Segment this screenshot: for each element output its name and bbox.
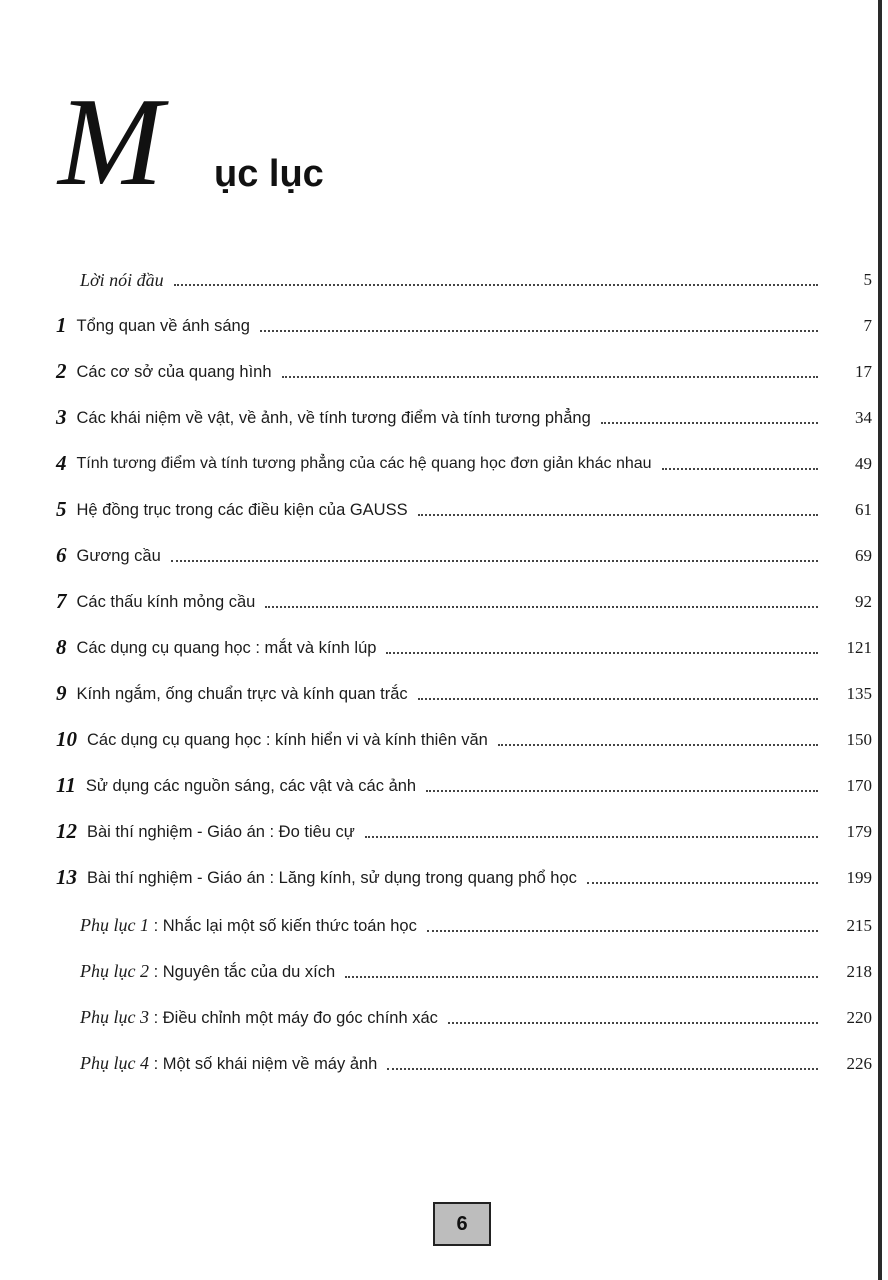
leader-dots (662, 466, 818, 470)
toc-entry[interactable] (56, 768, 872, 798)
toc-entry-page: 135 (846, 684, 872, 703)
toc-entry-page: 199 (846, 868, 872, 887)
chapter-number: 10 (56, 727, 77, 751)
toc-entry-label: Các dụng cụ quang học : kính hiển vi và kính thiên văn (87, 731, 488, 749)
leader-dots (386, 650, 818, 654)
appendix-prefix: Phụ lục 3 (80, 1007, 149, 1027)
toc-entry-page: 34 (855, 408, 872, 427)
leader-dots (418, 512, 818, 516)
leader-dots (174, 282, 818, 286)
chapter-number: 13 (56, 865, 77, 889)
toc-entry-label: Các dụng cụ quang học : mắt và kính lúp (76, 639, 377, 657)
toc-entry-page: 170 (846, 776, 872, 795)
toc-appendix[interactable] (80, 908, 872, 938)
leader-dots (498, 742, 818, 746)
toc-entry-label (80, 1051, 377, 1076)
toc-entry[interactable] (56, 860, 872, 890)
appendix-title: : Điều chỉnh một máy đo góc chính xác (149, 1009, 438, 1027)
toc-entry-page: 220 (846, 1008, 872, 1027)
page-number-box (433, 1202, 491, 1246)
leader-dots (345, 974, 818, 978)
toc-entry[interactable] (56, 584, 872, 614)
toc-entry-label: Bài thí nghiệm - Giáo án : Lăng kính, sử dụng trong quang phổ học (87, 869, 577, 887)
chapter-number: 3 (56, 405, 67, 429)
leader-dots (426, 788, 818, 792)
toc-entry-label: Các khái niệm về vật, về ảnh, về tính tương điểm và tính tương phẳng (76, 409, 591, 427)
toc-entry-label: Tổng quan về ánh sáng (76, 317, 250, 335)
toc-entry[interactable] (56, 676, 872, 706)
toc-entry-page: 150 (846, 730, 872, 749)
toc-entry-label: Lời nói đầu (80, 270, 164, 290)
toc-entry-page: 61 (855, 500, 872, 519)
appendix-prefix: Phụ lục 1 (80, 915, 149, 935)
page-number: 6 (456, 1212, 468, 1235)
appendix-prefix: Phụ lục 2 (80, 961, 149, 981)
leader-dots (601, 420, 818, 424)
toc-entry-label: Các thấu kính mỏng cầu (76, 593, 256, 611)
toc-entry-preface[interactable] (80, 262, 872, 292)
toc-entry[interactable] (56, 538, 872, 568)
toc-entry-page: 7 (863, 316, 872, 335)
leader-dots (260, 328, 818, 332)
toc-entry[interactable] (56, 814, 872, 844)
toc-entry[interactable] (56, 492, 872, 522)
toc-entry-label: Bài thí nghiệm - Giáo án : Đo tiêu cự (87, 823, 355, 841)
toc-appendix[interactable] (80, 954, 872, 984)
toc-entry-page: 215 (846, 916, 872, 935)
toc-entry-page: 92 (855, 592, 872, 611)
chapter-number: 9 (56, 681, 67, 705)
toc-entry[interactable] (56, 308, 872, 338)
appendix-title: : Nguyên tắc của du xích (149, 963, 336, 981)
appendix-title: : Nhắc lại một số kiến thức toán học (149, 917, 417, 935)
leader-dots (282, 374, 818, 378)
toc-entry[interactable] (56, 722, 872, 752)
toc-entry-page: 226 (846, 1054, 872, 1073)
toc-entry-page: 5 (863, 270, 872, 289)
leader-dots (265, 604, 818, 608)
chapter-number: 1 (56, 313, 67, 337)
chapter-number: 6 (56, 543, 67, 567)
toc-entry-label (80, 959, 335, 984)
leader-dots (171, 558, 818, 562)
appendix-prefix: Phụ lục 4 (80, 1053, 149, 1073)
toc-entry-page: 179 (846, 822, 872, 841)
toc-entry-label: Kính ngắm, ống chuẩn trực và kính quan trắc (76, 685, 408, 703)
toc-entry-page: 121 (846, 638, 872, 657)
toc-entry-label: Các cơ sở của quang hình (76, 363, 272, 381)
toc-entry[interactable] (56, 446, 872, 476)
appendix-title: : Một số khái niệm về máy ảnh (149, 1055, 378, 1073)
toc-entry-label: Gương cầu (76, 547, 161, 565)
toc-entry-label (80, 1005, 438, 1030)
leader-dots (387, 1066, 818, 1070)
toc-entry[interactable] (56, 400, 872, 430)
toc-entry-label: Sử dụng các nguồn sáng, các vật và các ảnh (85, 777, 417, 795)
chapter-number: 8 (56, 635, 67, 659)
leader-dots (587, 880, 818, 884)
chapter-number: 2 (56, 359, 67, 383)
toc-entry-label: Tính tương điểm và tính tương phẳng của các hệ quang học đơn giản khác nhau (76, 455, 652, 472)
chapter-number: 5 (56, 497, 67, 521)
leader-dots (365, 834, 818, 838)
toc-entry[interactable] (56, 630, 872, 660)
toc-entry-label (80, 913, 417, 938)
chapter-number: 12 (56, 819, 77, 843)
toc-entry-page: 69 (855, 546, 872, 565)
page-edge (878, 0, 882, 1280)
toc-entry-page: 49 (855, 454, 872, 473)
chapter-number: 4 (56, 451, 67, 475)
leader-dots (427, 928, 818, 932)
chapter-number: 7 (56, 589, 67, 613)
chapter-number: 11 (56, 773, 76, 797)
title-drop-cap: M (58, 73, 159, 212)
title-text: ục lục (214, 153, 324, 195)
leader-dots (418, 696, 818, 700)
toc-appendix[interactable] (80, 1046, 872, 1076)
leader-dots (448, 1020, 818, 1024)
page-title (58, 73, 458, 212)
toc-entry-label: Hệ đồng trục trong các điều kiện của GAUSS (76, 501, 408, 519)
toc-appendix[interactable] (80, 1000, 872, 1030)
toc-entry-page: 218 (846, 962, 872, 981)
toc-entry-page: 17 (855, 362, 872, 381)
toc-entry[interactable] (56, 354, 872, 384)
